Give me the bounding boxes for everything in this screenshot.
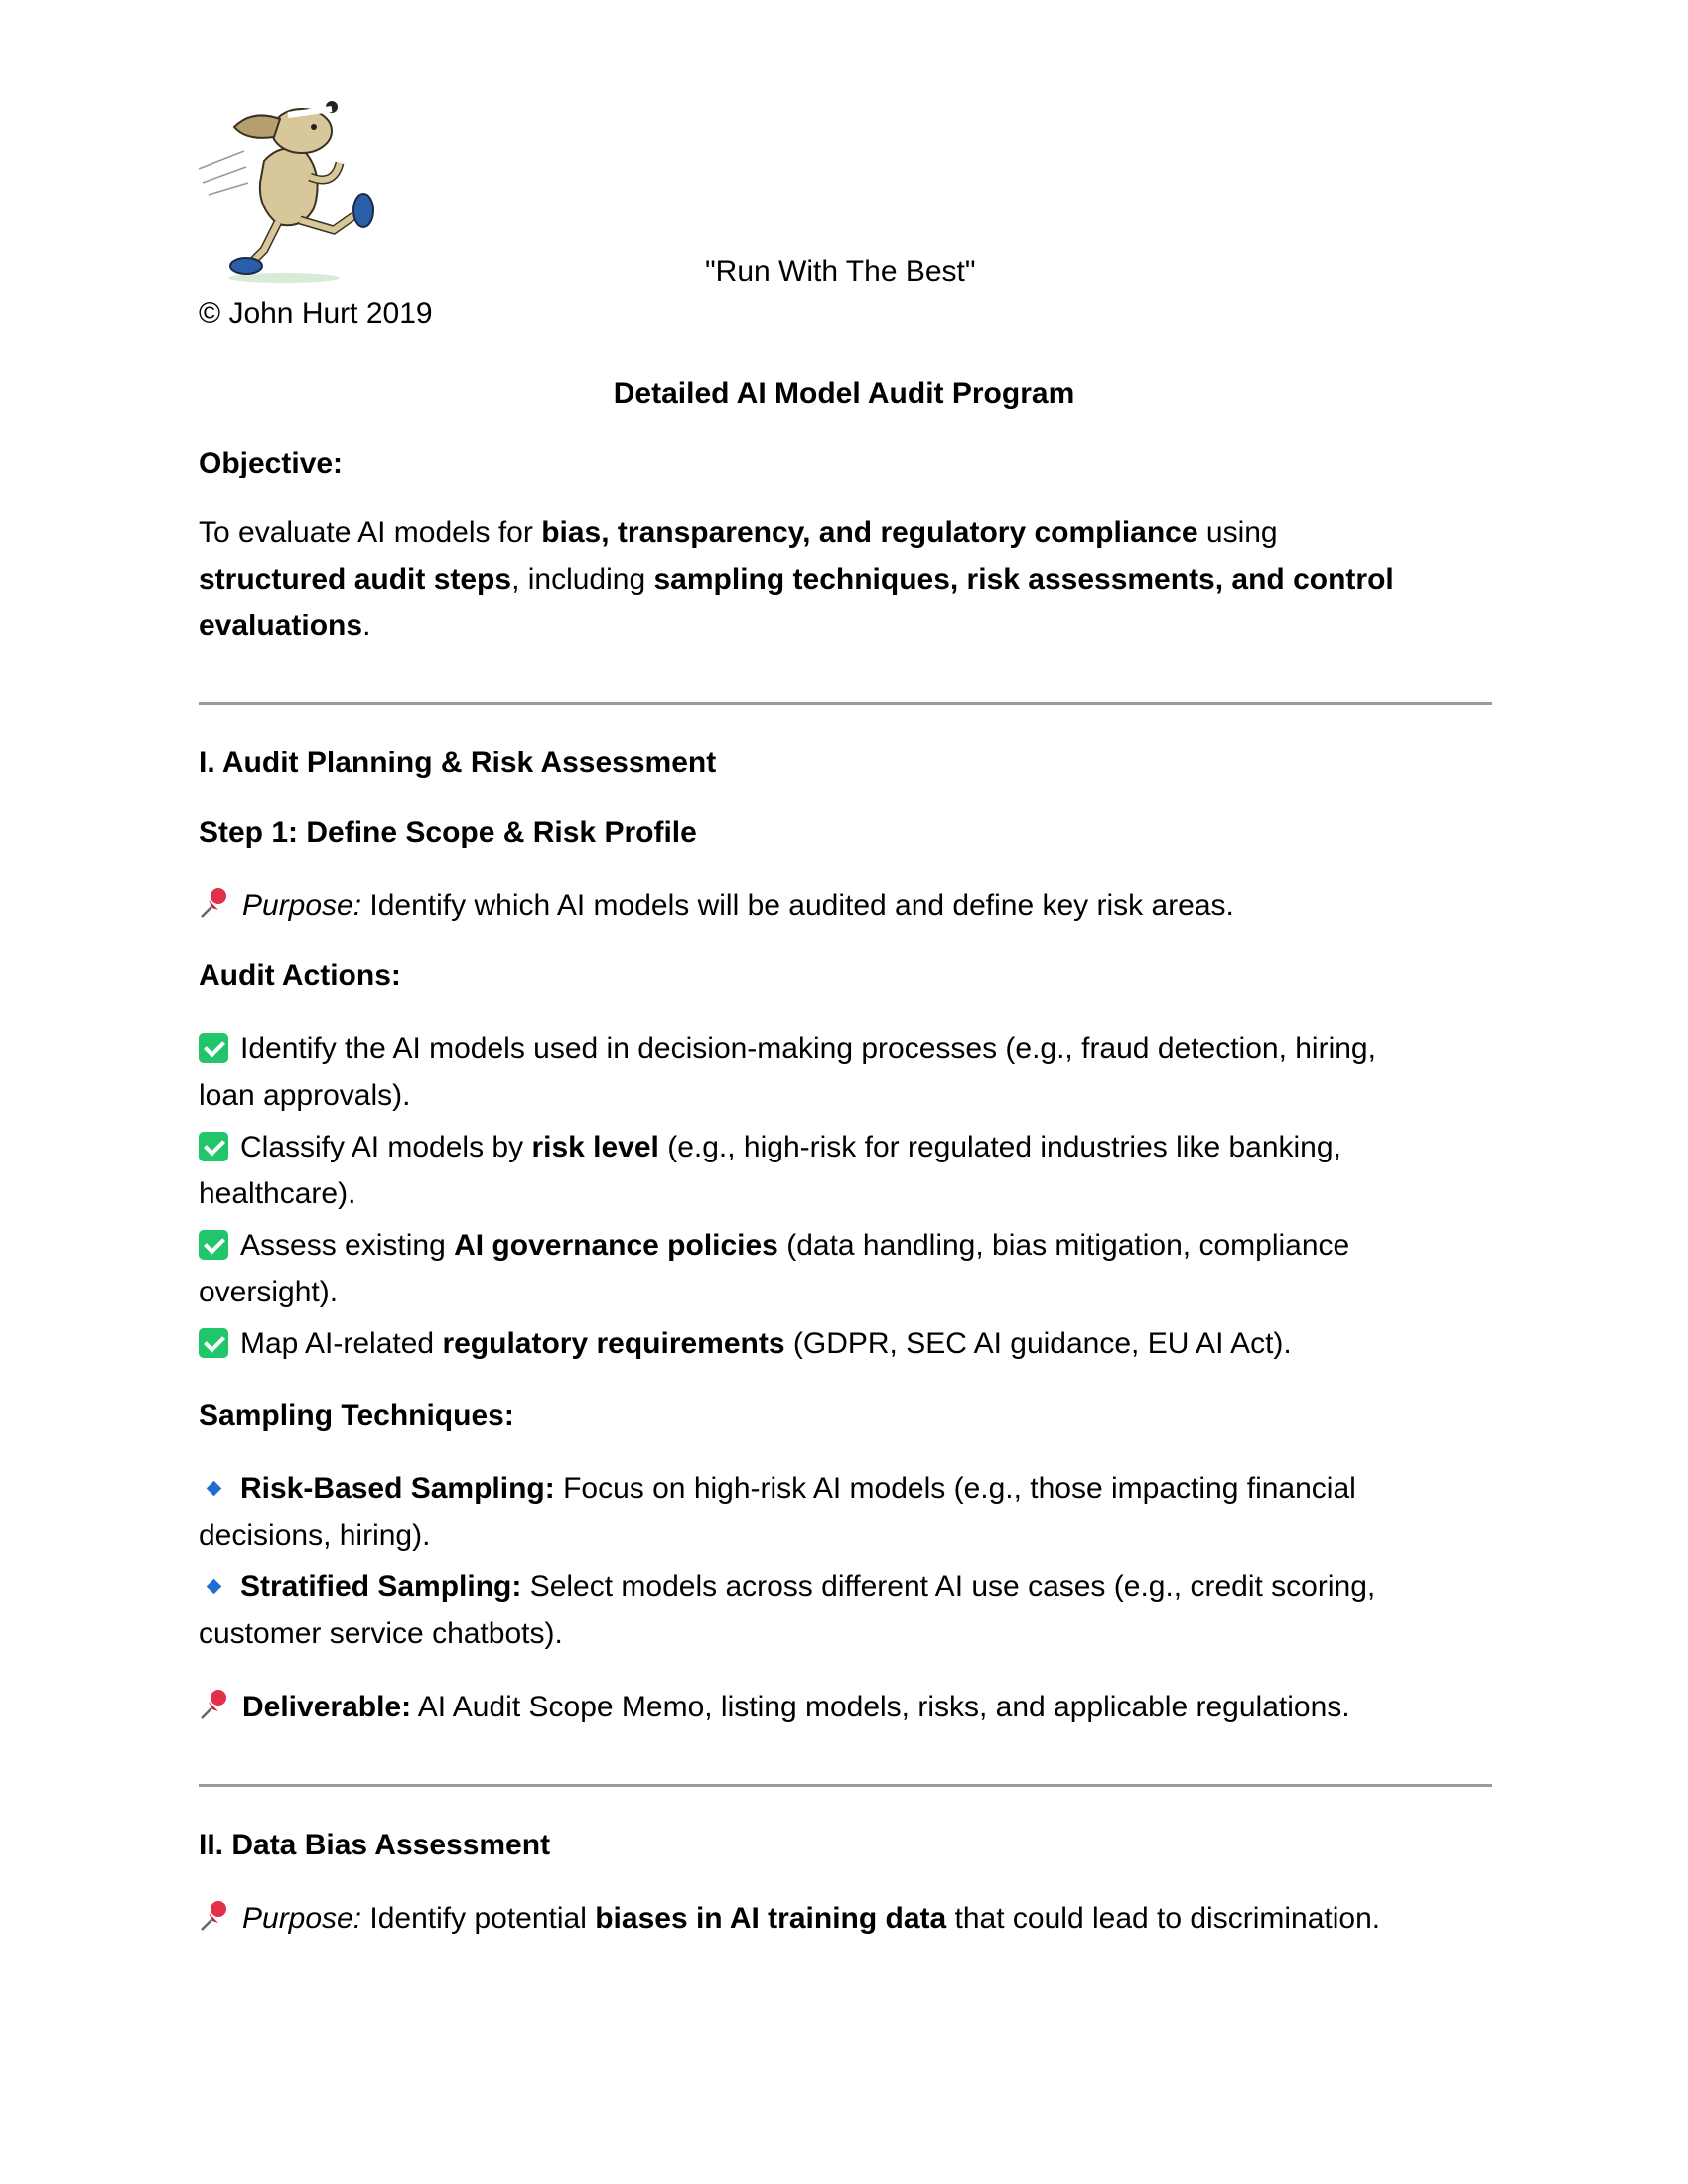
- action-2-pre: Classify AI models by: [240, 1131, 532, 1163]
- sampling-heading: Sampling Techniques:: [199, 1399, 514, 1432]
- check-icon: [199, 1033, 228, 1063]
- logo-running-dog: [195, 91, 383, 286]
- objective-text-2: using: [1197, 516, 1278, 549]
- action-3-post: (data handling, bias mitigation, compliance: [777, 1229, 1350, 1262]
- purpose-line-1: [199, 883, 1234, 929]
- divider-1: [199, 702, 1492, 705]
- action-3-line-2: oversight).: [199, 1276, 339, 1308]
- objective-bold-3: sampling techniques, risk assessments, and control: [653, 563, 1394, 596]
- objective-heading: Objective:: [199, 447, 344, 479]
- objective-text-4: .: [362, 610, 371, 642]
- purpose-2-post: that could lead to discrimination.: [946, 1902, 1381, 1935]
- objective-bold-1: bias, transparency, and regulatory compliance: [541, 516, 1198, 549]
- sampling-1-line-1: [199, 1465, 1356, 1512]
- action-2-line-1: [199, 1124, 1341, 1170]
- action-4-pre: Map AI-related: [240, 1327, 443, 1360]
- purpose-line-2: [199, 1895, 1380, 1942]
- check-icon: [199, 1230, 228, 1260]
- pushpin-icon: [199, 1688, 230, 1721]
- action-3-bold: AI governance policies: [454, 1229, 778, 1262]
- sampling-2-line-2: customer service chatbots).: [199, 1617, 563, 1650]
- document-title: Detailed AI Model Audit Program: [613, 377, 1075, 410]
- action-2-post: (e.g., high-risk for regulated industries like banking,: [658, 1131, 1341, 1163]
- check-icon: [199, 1328, 228, 1358]
- pushpin-icon: [199, 887, 230, 920]
- blue-diamond-icon: [199, 1571, 228, 1601]
- deliverable-text: AI Audit Scope Memo, listing models, risks, and applicable regulations.: [411, 1691, 1350, 1723]
- purpose-label-2: Purpose:: [242, 1902, 362, 1935]
- sampling-2-bold: Stratified Sampling:: [240, 1570, 522, 1603]
- objective-bold-2: structured audit steps: [199, 563, 512, 596]
- purpose-2-bold: biases in AI training data: [595, 1902, 947, 1935]
- action-1-text: Identify the AI models used in decision-making processes (e.g., fraud detection, hiring,: [240, 1032, 1376, 1065]
- objective-line-1: [199, 509, 1278, 556]
- purpose-2-pre: Identify potential: [361, 1902, 596, 1935]
- check-icon: [199, 1132, 228, 1161]
- divider-2: [199, 1784, 1492, 1787]
- audit-actions-heading: Audit Actions:: [199, 959, 401, 992]
- objective-line-2: [199, 556, 1394, 603]
- action-4-line-1: [199, 1320, 1292, 1367]
- deliverable-label: Deliverable:: [242, 1691, 412, 1723]
- action-3-line-1: [199, 1222, 1349, 1269]
- objective-text-3: , including: [511, 563, 654, 596]
- objective-bold-4: evaluations: [199, 610, 363, 642]
- section-2-heading: II. Data Bias Assessment: [199, 1829, 551, 1861]
- deliverable-line: [199, 1684, 1350, 1730]
- purpose-label: Purpose:: [242, 889, 362, 922]
- sampling-1-bold: Risk-Based Sampling:: [240, 1472, 555, 1505]
- action-2-bold: risk level: [531, 1131, 659, 1163]
- objective-line-3: [199, 603, 370, 649]
- copyright: © John Hurt 2019: [199, 297, 433, 330]
- purpose-text: Identify which AI models will be audited and define key risk areas.: [361, 889, 1234, 922]
- sampling-1-line-2: decisions, hiring).: [199, 1519, 431, 1552]
- slogan: "Run With The Best": [705, 255, 976, 288]
- objective-text-1: To evaluate AI models for: [199, 516, 542, 549]
- section-1-heading: I. Audit Planning & Risk Assessment: [199, 747, 717, 779]
- pushpin-icon: [199, 1899, 230, 1933]
- action-4-bold: regulatory requirements: [442, 1327, 785, 1360]
- sampling-1-text: Focus on high-risk AI models (e.g., those impacting financial: [554, 1472, 1356, 1505]
- action-4-post: (GDPR, SEC AI guidance, EU AI Act).: [784, 1327, 1292, 1360]
- sampling-2-line-1: [199, 1564, 1375, 1610]
- action-1-line-2: loan approvals).: [199, 1079, 411, 1112]
- step-1-heading: Step 1: Define Scope & Risk Profile: [199, 816, 697, 849]
- sampling-2-text: Select models across different AI use cases (e.g., credit scoring,: [521, 1570, 1376, 1603]
- action-1-line-1: [199, 1025, 1376, 1072]
- action-2-line-2: healthcare).: [199, 1177, 356, 1210]
- action-3-pre: Assess existing: [240, 1229, 455, 1262]
- blue-diamond-icon: [199, 1473, 228, 1503]
